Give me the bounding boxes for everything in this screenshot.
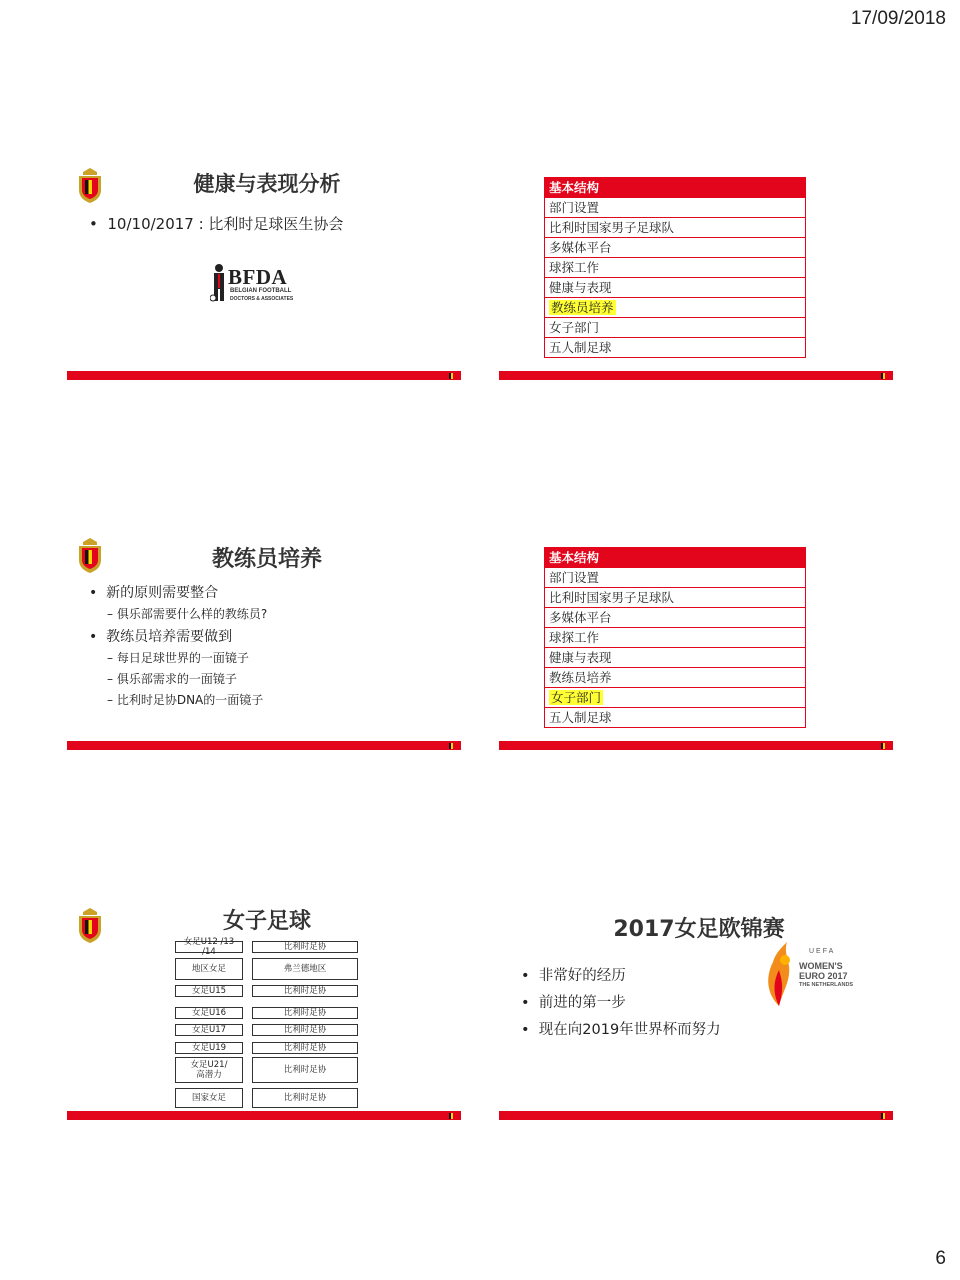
bullet-list [521,964,721,1042]
logo-subtitle-1: BELGIAN FOOTBALL [230,288,292,294]
table-header: 基本结构 [545,178,805,197]
structure-table [544,547,806,728]
logo-uefa: UEFA [809,948,836,955]
table-row: 女子部门 [545,317,805,337]
list-item: • 教练员培养需要做到 [89,629,233,645]
belgian-flag-icon [449,743,455,749]
table-row-highlighted [545,297,805,317]
list-subitem: – 每日足球世界的一面镜子 [107,651,249,665]
logo-text: BFDA [228,265,288,289]
structure-box-left: 女足U15 [175,985,243,997]
structure-box-left: 女足U19 [175,1042,243,1054]
table-row: 球探工作 [545,627,805,647]
structure-box-right: 弗兰德地区 [252,958,358,980]
slide-title: 教练员培养 [211,547,322,572]
belgian-flag-icon [881,373,887,379]
structure-box-right: 比利时足协 [252,1007,358,1019]
belgian-flag-icon [881,1113,887,1119]
list-subitem: – 俱乐部需求的一面镜子 [107,672,237,686]
logo-line-1: WOMEN'S [799,961,843,971]
list-item: • 现在向2019年世界杯而努力 [521,1022,721,1038]
table-row: 五人制足球 [545,337,805,357]
page-date: 17/09/2018 [850,8,946,29]
table-row: 健康与表现 [545,277,805,297]
bullet-list [89,213,343,237]
structure-table [544,177,806,358]
table-header: 基本结构 [545,548,805,567]
list-subitem: – 比利时足协DNA的一面镜子 [107,693,264,707]
slide-footer-bar [499,741,893,750]
slide-footer-bar [67,741,461,750]
table-row-highlighted [545,687,805,707]
structure-box-left: 国家女足 [175,1088,243,1108]
logo-line-2: EURO 2017 [799,971,848,981]
structure-box-right: 比利时足协 [252,1024,358,1036]
box-line: 高潜力 [196,1070,222,1080]
slide-toc-a [499,160,893,380]
slide-women-euro-2017 [499,900,893,1120]
list-item: • 10/10/2017 : 比利时足球医生协会 [89,215,344,233]
table-row: 比利时国家男子足球队 [545,587,805,607]
structure-box-right: 比利时足协 [252,941,358,953]
slide-health-performance [67,160,461,380]
belgian-fa-crest-icon [75,536,105,574]
slide-title: 女子足球 [222,909,311,934]
slide-title: 健康与表现分析 [193,172,341,196]
structure-box-left: 女足U16 [175,1007,243,1019]
highlighted-item: 女子部门 [551,690,602,705]
slide-women-football [67,900,461,1120]
slide-footer-bar [67,1111,461,1120]
belgian-fa-crest-icon [75,166,105,204]
belgian-flag-icon [449,373,455,379]
list-item: • 非常好的经历 [521,968,626,984]
structure-box-right: 比利时足协 [252,1042,358,1054]
doctor-figure-icon [210,263,230,303]
table-row: 多媒体平台 [545,607,805,627]
structure-box-left: 女足U12 /13 /14 [175,941,243,953]
table-row: 多媒体平台 [545,237,805,257]
slide-footer-bar [67,371,461,380]
table-row: 教练员培养 [545,667,805,687]
structure-box-right: 比利时足协 [252,1057,358,1083]
belgian-flag-icon [449,1113,455,1119]
table-row: 部门设置 [545,567,805,587]
slide-coach-education [67,530,461,750]
womens-euro-logo [761,940,871,1010]
list-subitem: – 俱乐部需要什么样的教练员? [107,607,268,621]
structure-box-right: 比利时足协 [252,1088,358,1108]
table-row: 健康与表现 [545,647,805,667]
table-row: 球探工作 [545,257,805,277]
slide-title: 2017女足欧锦赛 [613,917,785,942]
logo-line-3: THE NETHERLANDS [799,982,854,988]
structure-box-left [175,1057,243,1083]
list-item: • 新的原则需要整合 [89,585,219,601]
slide-footer-bar [499,371,893,380]
structure-box-right: 比利时足协 [252,985,358,997]
list-item: • 前进的第一步 [521,995,626,1011]
table-row: 部门设置 [545,197,805,217]
structure-box-left: 女足U17 [175,1024,243,1036]
belgian-flag-icon [881,743,887,749]
bullet-list [89,582,267,712]
belgian-fa-crest-icon [75,906,105,944]
structure-box-left: 地区女足 [175,958,243,980]
bfda-logo [210,263,305,305]
highlighted-item: 教练员培养 [551,300,614,315]
trophy-flame-icon [761,940,797,1008]
logo-subtitle-2: DOCTORS & ASSOCIATES [230,296,294,302]
table-row: 五人制足球 [545,707,805,727]
table-row: 比利时国家男子足球队 [545,217,805,237]
page-number: 6 [935,1248,946,1269]
slide-toc-b [499,530,893,750]
box-line: 女足U21/ [190,1060,228,1070]
slide-footer-bar [499,1111,893,1120]
